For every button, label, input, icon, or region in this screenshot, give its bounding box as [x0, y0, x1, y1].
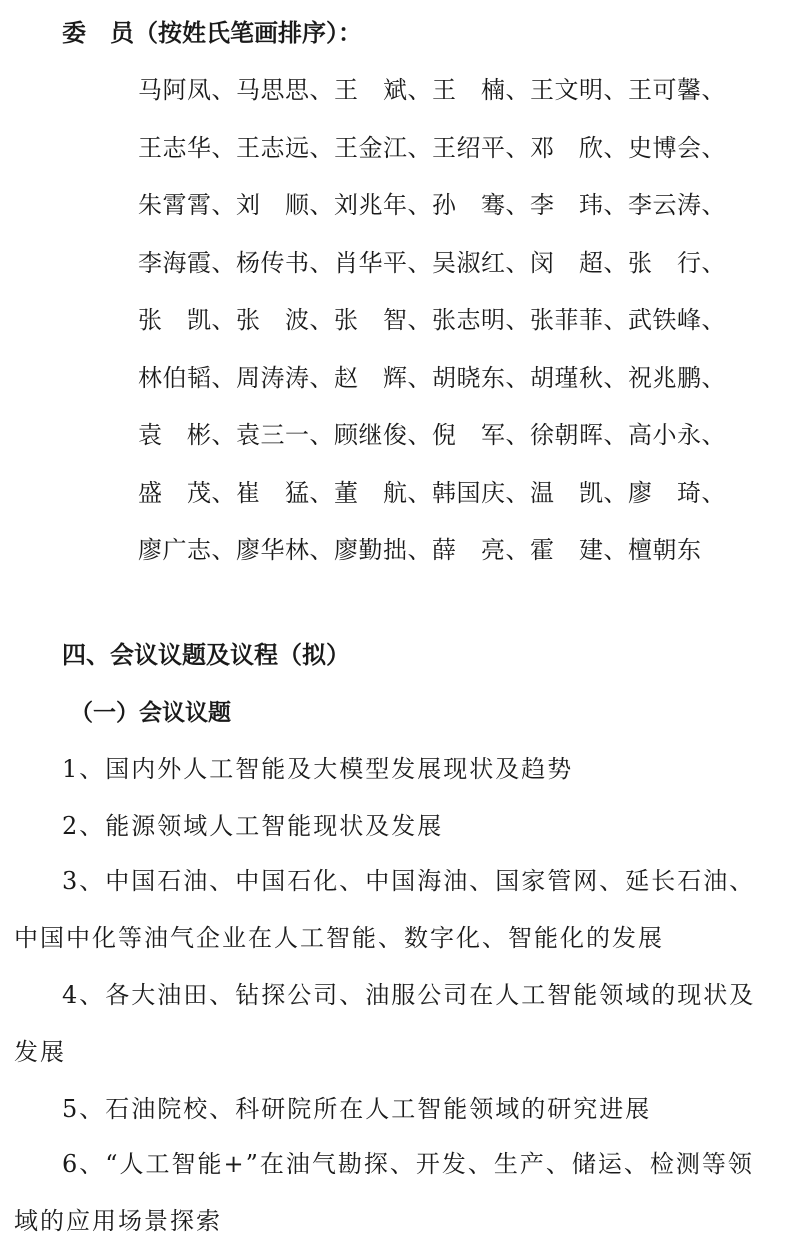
- topic-item: 6、“人工智能+”在油气勘探、开发、生产、储运、检测等领域的应用场景探索: [14, 1150, 754, 1235]
- member-row: 袁 彬、袁三一、顾继俊、倪 军、徐朝晖、高小永、: [138, 421, 726, 449]
- member-row: 廖广志、廖华林、廖勤拙、薛 亮、霍 建、檀朝东: [138, 536, 702, 564]
- member-row: 王志华、王志远、王金江、王绍平、邓 欣、史博会、: [138, 133, 726, 162]
- member-row: 李海霞、杨传书、肖华平、吴淑红、闵 超、张 行、: [138, 248, 726, 277]
- member-row: 林伯韬、周涛涛、赵 辉、胡晓东、胡瑾秋、祝兆鹏、: [138, 363, 726, 392]
- committee-member-list: [138, 70, 726, 588]
- topic-item: 1、国内外人工智能及大模型发展现状及趋势: [62, 755, 574, 783]
- subsection-heading: （一）会议议题: [70, 700, 231, 726]
- member-row: 盛 茂、崔 猛、董 航、韩国庆、温 凯、廖 琦、: [138, 478, 726, 507]
- topic-item: 5、石油院校、科研院所在人工智能领域的研究进展: [62, 1095, 652, 1123]
- topic-item: 4、各大油田、钻探公司、油服公司在人工智能领域的现状及发展: [14, 981, 756, 1066]
- member-row: 朱霄霄、刘 顺、刘兆年、孙 骞、李 玮、李云涛、: [138, 191, 726, 219]
- member-row: 马阿凤、马思思、王 斌、王 楠、王文明、王可馨、: [138, 76, 726, 104]
- topic-item: 2、能源领域人工智能现状及发展: [62, 812, 444, 840]
- member-row: 张 凯、张 波、张 智、张志明、张菲菲、武铁峰、: [138, 306, 726, 334]
- section-heading: 四、会议议题及议程（拟）: [62, 641, 350, 669]
- committee-heading: 委 员（按姓氏笔画排序）：: [62, 19, 362, 47]
- topic-item: 3、中国石油、中国石化、中国海油、国家管网、延长石油、中国中化等油气企业在人工智能、数字化、智能化的发展: [14, 867, 756, 952]
